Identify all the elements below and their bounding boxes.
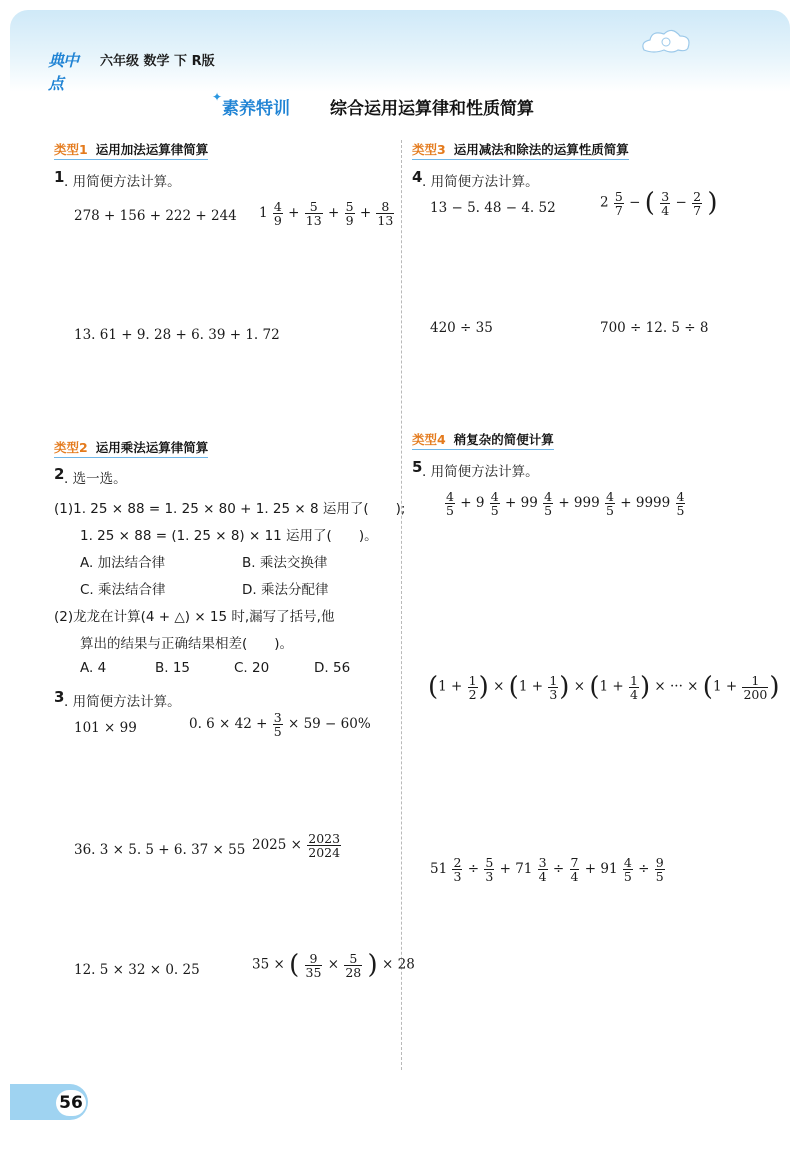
fraction — [676, 490, 686, 517]
denominator: 35 — [305, 964, 322, 980]
question-prompt: . 选一选。 — [64, 471, 127, 487]
denominator: 5 — [446, 503, 454, 518]
question-number: 1 — [54, 168, 65, 186]
expression: 12. 5 × 32 × 0. 25 — [74, 962, 200, 978]
denominator: 3 — [453, 869, 462, 884]
expression — [252, 832, 342, 859]
numerator: 1 — [549, 672, 558, 688]
brand-logo: 典中点 — [48, 51, 79, 93]
fraction — [660, 190, 670, 217]
numerator: 1 — [630, 672, 638, 688]
operator: + — [359, 205, 372, 221]
expression — [600, 188, 717, 218]
numerator: 5 — [614, 188, 623, 204]
fraction — [570, 856, 580, 883]
denominator: 28 — [345, 964, 362, 980]
operator: ÷ — [467, 861, 480, 877]
page-number: 56 — [56, 1090, 86, 1116]
operator: × — [327, 956, 340, 973]
expression — [259, 200, 395, 227]
numerator: 4 — [544, 489, 553, 504]
numerator: 1 — [468, 672, 477, 688]
left-paren: ( — [589, 672, 600, 702]
option-b: B. 乘法交换律 — [242, 555, 328, 571]
denominator: 5 — [490, 503, 499, 518]
denominator: 7 — [693, 202, 702, 218]
option-a: A. 加法结合律 — [80, 555, 166, 571]
title-tag: 素养特训 — [222, 99, 290, 119]
numerator: 2 — [453, 855, 462, 870]
numerator: 3 — [538, 855, 547, 870]
numerator: 5 — [305, 200, 323, 214]
denominator: 7 — [614, 202, 623, 218]
denominator: 5 — [676, 503, 685, 518]
denominator: 2024 — [308, 845, 341, 860]
numerator: 4 — [606, 489, 614, 504]
sparkle-icon: ✦ — [212, 90, 223, 104]
fraction — [629, 674, 639, 701]
fraction — [376, 200, 394, 227]
expression-part: 2025 × — [252, 837, 302, 853]
fraction — [655, 856, 665, 883]
expression-part: + 999 — [558, 495, 600, 511]
question-prompt: . 用简便方法计算。 — [422, 174, 539, 190]
numerator: 4 — [273, 199, 282, 214]
right-paren: ) — [559, 672, 570, 702]
operator: × ··· × — [654, 678, 699, 695]
right-paren: ) — [707, 188, 718, 218]
question-prompt: . 用简便方法计算。 — [64, 174, 181, 190]
numerator: 8 — [376, 200, 394, 214]
section-name: 运用乘法运算律简算 — [95, 440, 209, 455]
section-tag: 类型2 — [54, 440, 88, 455]
fraction — [307, 832, 341, 859]
operator: × — [493, 678, 505, 695]
section-heading-3 — [412, 140, 629, 160]
expression-part: + 91 — [584, 861, 618, 877]
fraction — [543, 490, 553, 517]
whole-number: 51 — [430, 861, 448, 877]
page-title — [200, 92, 620, 120]
operator: ÷ — [638, 861, 650, 877]
whole-number: 2 — [600, 194, 609, 211]
question-text: 算出的结果与正确结果相差( )。 — [80, 636, 294, 652]
question-number: 5 — [412, 458, 423, 476]
right-paren: ) — [367, 950, 378, 980]
fraction — [344, 952, 362, 979]
question-number: 3 — [54, 688, 65, 706]
denominator: 5 — [655, 869, 664, 884]
right-paren: ) — [478, 672, 489, 702]
left-paren: ( — [702, 672, 713, 702]
denominator: 13 — [377, 213, 394, 228]
expression-part: 35 × — [252, 956, 285, 973]
choice-b: B. 15 — [155, 660, 191, 676]
expression — [189, 711, 371, 738]
expression-part: 1 + — [599, 678, 624, 695]
question-text: 1. 25 × 88 = (1. 25 × 8) × 11 运用了( )。 — [80, 528, 378, 544]
numerator: 7 — [570, 855, 579, 870]
denominator: 5 — [606, 503, 614, 518]
right-paren: ) — [769, 672, 780, 702]
denominator: 3 — [549, 686, 558, 702]
question-number: 2 — [54, 465, 65, 483]
numerator: 2 — [693, 188, 702, 204]
denominator: 2 — [468, 686, 477, 702]
expression-part: + 99 — [505, 495, 538, 511]
section-tag: 类型1 — [54, 142, 88, 157]
left-paren: ( — [644, 188, 655, 218]
column-divider — [401, 140, 402, 1070]
expression: 700 ÷ 12. 5 ÷ 8 — [600, 320, 709, 336]
fraction — [742, 674, 768, 701]
question-prompt: . 用简便方法计算。 — [422, 464, 539, 480]
operator: − — [675, 194, 687, 211]
expression-part: + 9 — [460, 495, 485, 511]
fraction — [614, 190, 624, 217]
choice-c: C. 20 — [234, 660, 270, 676]
expression — [428, 672, 779, 702]
choice-d: D. 56 — [314, 660, 351, 676]
numerator: 5 — [344, 952, 362, 966]
fraction — [445, 490, 455, 517]
expression-part: + 9999 — [620, 495, 671, 511]
section-tag: 类型3 — [412, 142, 446, 157]
cloud-icon — [636, 20, 696, 60]
operator: × — [573, 678, 586, 695]
section-name: 运用减法和除法的运算性质简算 — [453, 142, 629, 157]
left-paren: ( — [508, 672, 519, 702]
expression-part: + 71 — [499, 861, 533, 877]
denominator: 4 — [538, 869, 547, 884]
expression-part: 1 + — [518, 678, 544, 695]
option-c: C. 乘法结合律 — [80, 582, 166, 598]
expression — [430, 856, 666, 883]
denominator: 13 — [305, 213, 322, 228]
numerator: 4 — [446, 489, 454, 504]
section-heading-1 — [54, 140, 208, 160]
fraction — [468, 674, 478, 701]
numerator: 4 — [623, 855, 632, 870]
fraction — [538, 856, 548, 883]
expression-part: 1 + — [712, 678, 738, 695]
section-tag: 类型4 — [412, 432, 446, 447]
option-d: D. 乘法分配律 — [242, 582, 329, 598]
section-name: 稍复杂的简便计算 — [453, 432, 554, 447]
denominator: 200 — [743, 686, 768, 702]
left-paren: ( — [428, 672, 439, 702]
question-number: 4 — [412, 168, 423, 186]
denominator: 5 — [623, 869, 632, 884]
operator: − — [629, 194, 641, 211]
section-heading-4 — [412, 430, 554, 450]
numerator: 4 — [676, 489, 685, 504]
section-name: 运用加法运算律简算 — [95, 142, 209, 157]
expression — [252, 950, 415, 980]
numerator: 9 — [655, 855, 664, 870]
fraction — [305, 200, 323, 227]
expression: 420 ÷ 35 — [430, 320, 493, 336]
fraction — [452, 856, 462, 883]
question-text: (2)龙龙在计算(4 + △) × 15 时,漏写了括号,他 — [54, 609, 335, 625]
denominator: 9 — [273, 213, 282, 228]
numerator: 4 — [490, 489, 499, 504]
expression-part: × 59 − 60% — [287, 716, 371, 732]
numerator: 3 — [273, 710, 282, 725]
question-text: (1)1. 25 × 88 = 1. 25 × 80 + 1. 25 × 8 运用了( ); — [54, 501, 406, 517]
fraction — [692, 190, 702, 217]
right-paren: ) — [639, 672, 651, 702]
numerator: 1 — [742, 674, 768, 688]
operator: + — [288, 205, 300, 221]
operator: ÷ — [552, 861, 565, 877]
fraction — [605, 490, 615, 517]
denominator: 5 — [273, 724, 282, 739]
choice-a: A. 4 — [80, 660, 107, 676]
fraction — [548, 674, 558, 701]
denominator: 3 — [485, 869, 494, 884]
numerator: 2023 — [308, 831, 341, 846]
fraction — [273, 711, 283, 738]
fraction — [305, 952, 323, 979]
left-paren: ( — [289, 950, 300, 980]
title-main: 综合运用运算律和性质简算 — [330, 99, 534, 119]
expression: 13 − 5. 48 − 4. 52 — [430, 200, 556, 216]
expression-part: 1 + — [438, 678, 463, 695]
fraction — [490, 490, 500, 517]
book-label: 六年级 数学 下 R版 — [100, 54, 215, 69]
fraction — [623, 856, 633, 883]
numerator: 9 — [305, 952, 323, 966]
denominator: 4 — [570, 869, 579, 884]
operator: + — [327, 205, 340, 221]
expression: 13. 61 + 9. 28 + 6. 39 + 1. 72 — [74, 327, 280, 343]
whole-number: 1 — [259, 205, 268, 221]
question-prompt: . 用简便方法计算。 — [64, 694, 181, 710]
section-heading-2 — [54, 438, 208, 458]
expression: 36. 3 × 5. 5 + 6. 37 × 55 — [74, 842, 246, 858]
denominator: 4 — [630, 686, 638, 702]
numerator: 5 — [345, 199, 354, 214]
denominator: 4 — [661, 202, 670, 218]
numerator: 5 — [485, 855, 494, 870]
expression-part: 0. 6 × 42 + — [189, 716, 268, 732]
fraction — [345, 200, 355, 227]
expression-part: × 28 — [382, 956, 415, 973]
expression: 101 × 99 — [74, 720, 137, 736]
fraction — [273, 200, 283, 227]
fraction — [484, 856, 494, 883]
expression: 278 + 156 + 222 + 244 — [74, 208, 237, 224]
numerator: 3 — [661, 188, 670, 204]
denominator: 5 — [544, 503, 553, 518]
denominator: 9 — [345, 213, 354, 228]
expression — [444, 490, 686, 517]
